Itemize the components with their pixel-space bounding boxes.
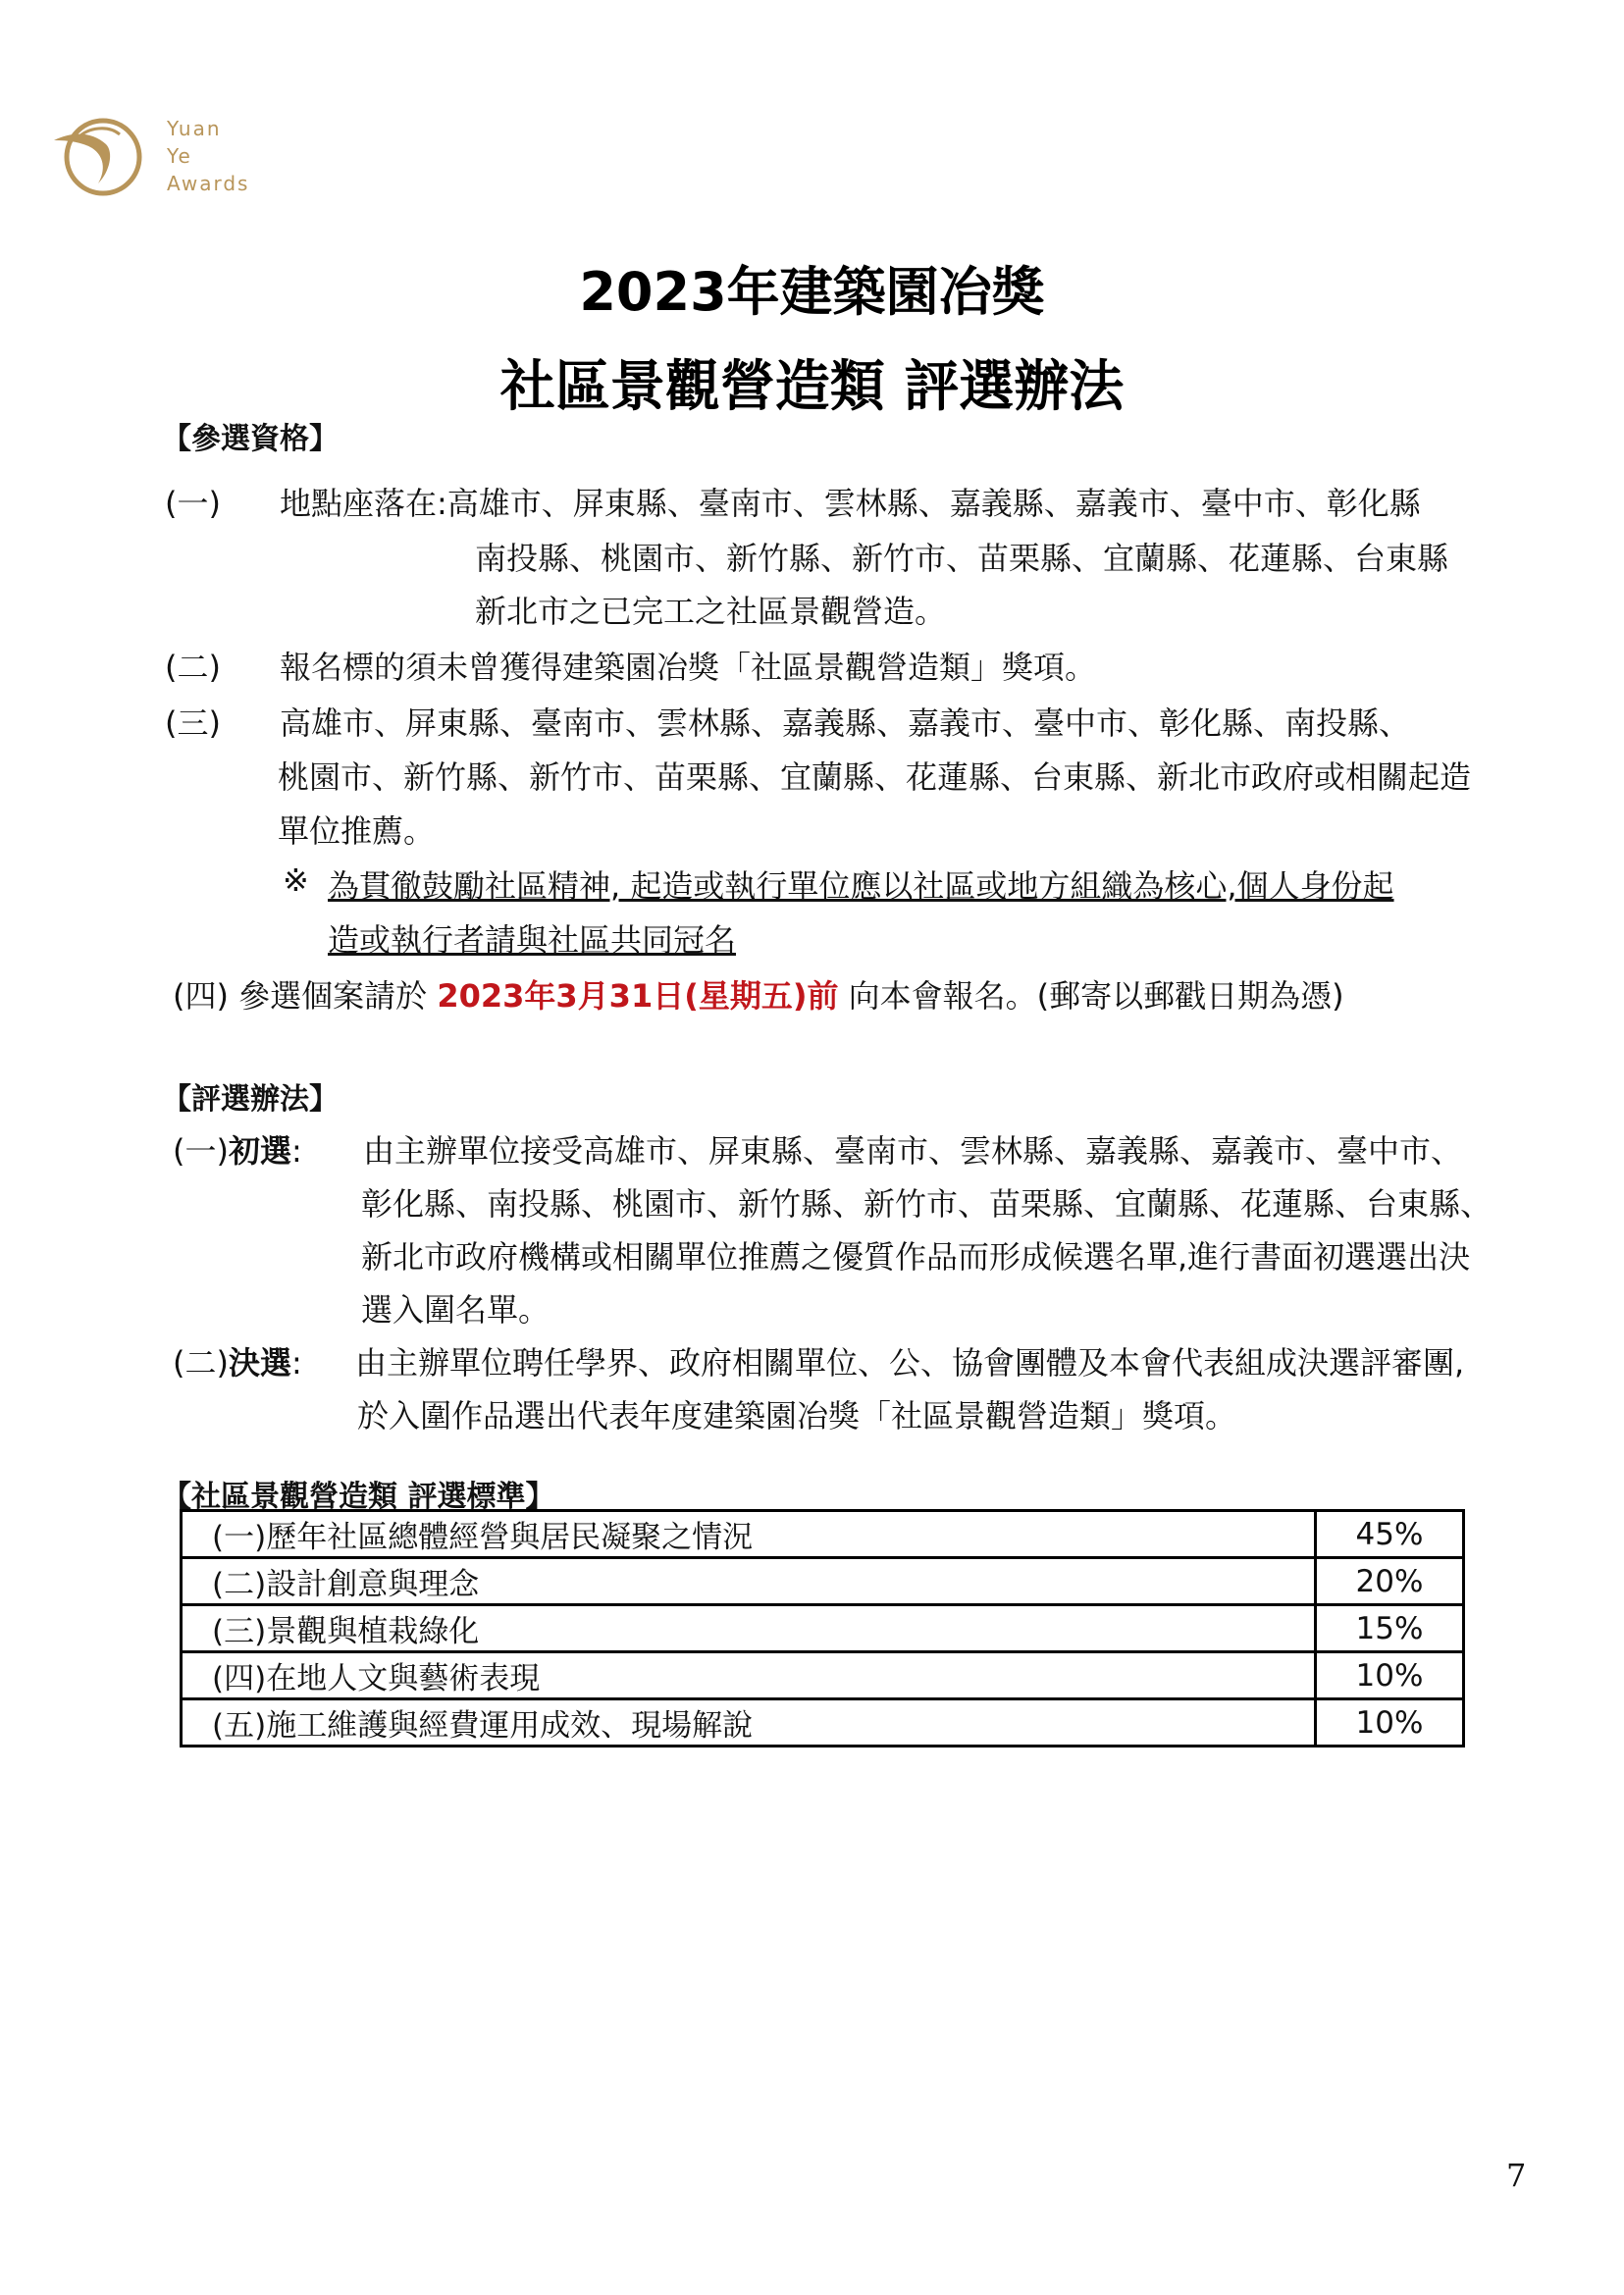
method-item-2-head <box>173 1338 302 1383</box>
eligibility-item-1-line: 南投縣、桃園市、新竹縣、新竹市、苗栗縣、宜蘭縣、花蓮縣、台東縣 <box>475 540 1449 577</box>
eligibility-item-2-num: (二) <box>165 649 221 686</box>
method-item-1-line: 選入圍名單。 <box>361 1291 550 1329</box>
method-item-1-num: (一) <box>173 1132 229 1170</box>
method-item-2-num: (二) <box>173 1344 229 1382</box>
eligibility-item-3-line: 單位推薦。 <box>278 812 436 850</box>
eligibility-item-1-line: 地點座落在:高雄市、屏東縣、臺南市、雲林縣、嘉義縣、嘉義市、臺中市、彰化縣 <box>280 485 1421 522</box>
eligibility-item-1-num: (一) <box>165 485 221 522</box>
criteria-item: (五)施工維護與經費運用成效、現場解說 <box>182 1699 1316 1747</box>
criteria-weight: 45% <box>1316 1511 1464 1558</box>
criteria-weight: 15% <box>1316 1605 1464 1652</box>
method-item-2-line: 由主辦單位聘任學界、政府相關單位、公、協會團體及本會代表組成決選評審團, <box>355 1344 1465 1382</box>
eligibility-item-4-num: (四) <box>173 977 229 1015</box>
eligibility-heading: 【參選資格】 <box>162 422 339 456</box>
eligibility-item-4-before: 參選個案請於 <box>238 977 438 1015</box>
method-item-1-colon: : <box>291 1132 302 1170</box>
criteria-weight: 10% <box>1316 1699 1464 1747</box>
table-row <box>182 1699 1464 1747</box>
table-row <box>182 1605 1464 1652</box>
deadline-date: 2023年3月31日(星期五)前 <box>437 977 839 1015</box>
criteria-heading: 【社區景觀營造類 評選標準】 <box>162 1480 555 1514</box>
page-number: 7 <box>1506 2157 1527 2194</box>
method-item-1-line: 由主辦單位接受高雄市、屏東縣、臺南市、雲林縣、嘉義縣、嘉義市、臺中市、 <box>363 1132 1463 1170</box>
logo-text-awards: Awards <box>167 172 250 195</box>
criteria-table <box>180 1509 1465 1747</box>
method-item-1-line: 新北市政府機構或相關單位推薦之優質作品而形成候選名單,進行書面初選選出決 <box>361 1238 1471 1276</box>
eligibility-item-3-num: (三) <box>165 704 221 742</box>
eligibility-item-4 <box>173 971 1344 1017</box>
logo-mark-icon <box>49 113 157 201</box>
note-line: 為貫徹鼓勵社區精神, 起造或執行單位應以社區或地方組織為核心,個人身份起 <box>328 867 1394 905</box>
criteria-weight: 10% <box>1316 1652 1464 1699</box>
method-item-2-label: 決選 <box>228 1344 291 1382</box>
method-heading: 【評選辦法】 <box>162 1082 339 1117</box>
criteria-weight: 20% <box>1316 1558 1464 1605</box>
method-item-2-line: 於入圍作品選出代表年度建築園冶獎「社區景觀營造類」獎項。 <box>357 1397 1237 1434</box>
note-line: 造或執行者請與社區共同冠名 <box>328 921 737 959</box>
method-item-1-head <box>173 1126 302 1172</box>
criteria-item: (四)在地人文與藝術表現 <box>182 1652 1316 1699</box>
criteria-item: (二)設計創意與理念 <box>182 1558 1316 1605</box>
logo-text-yuan: Yuan <box>167 117 222 140</box>
eligibility-item-3-line: 高雄市、屏東縣、臺南市、雲林縣、嘉義縣、嘉義市、臺中市、彰化縣、南投縣、 <box>280 704 1411 742</box>
criteria-item: (一)歷年社區總體經營與居民凝聚之情況 <box>182 1511 1316 1558</box>
method-item-1-label: 初選 <box>228 1132 291 1170</box>
logo-text-ye: Ye <box>167 144 192 168</box>
method-item-2-colon: : <box>291 1344 302 1382</box>
eligibility-item-3-line: 桃園市、新竹縣、新竹市、苗栗縣、宜蘭縣、花蓮縣、台東縣、新北市政府或相關起造 <box>278 758 1472 796</box>
yuan-ye-awards-logo <box>49 113 265 201</box>
table-row <box>182 1558 1464 1605</box>
table-row <box>182 1511 1464 1558</box>
method-item-1-line: 彰化縣、南投縣、桃園市、新竹縣、新竹市、苗栗縣、宜蘭縣、花蓮縣、台東縣、 <box>361 1185 1493 1223</box>
criteria-item: (三)景觀與植栽綠化 <box>182 1605 1316 1652</box>
eligibility-item-2-line: 報名標的須未曾獲得建築園冶獎「社區景觀營造類」獎項。 <box>280 649 1097 686</box>
page-subtitle: 社區景觀營造類 評選辦法 <box>499 355 1125 419</box>
eligibility-item-4-after: 向本會報名。(郵寄以郵戳日期為憑) <box>848 977 1344 1015</box>
eligibility-item-1-line: 新北市之已完工之社區景觀營造。 <box>475 593 947 630</box>
table-row <box>182 1652 1464 1699</box>
note-mark: ※ <box>283 861 309 899</box>
page-title: 2023年建築園冶獎 <box>579 261 1045 323</box>
